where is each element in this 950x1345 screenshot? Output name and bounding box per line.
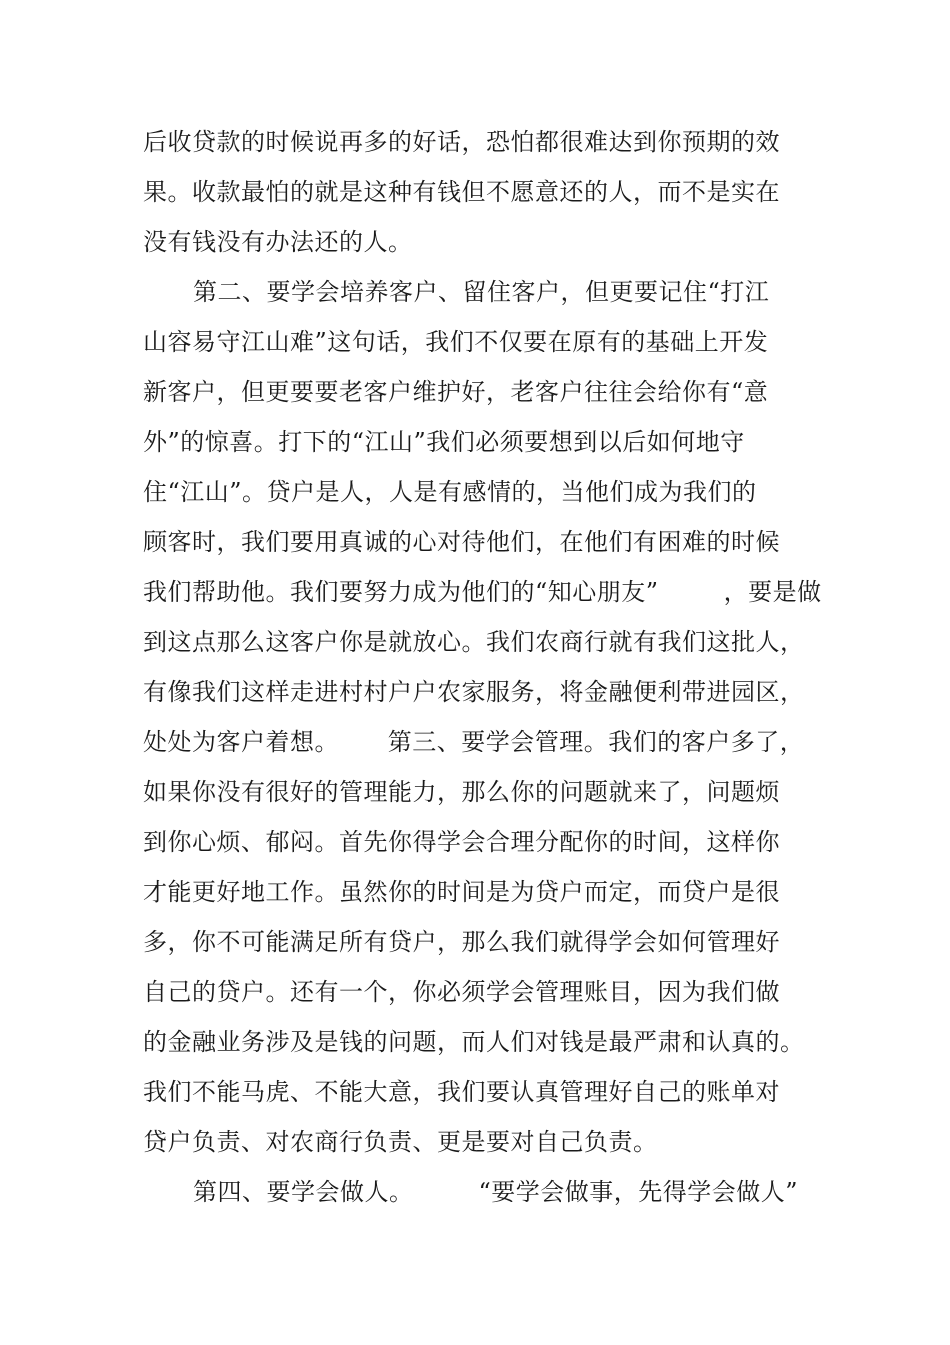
paragraph-start-line: 第四、要学会做人。 “要学会做事，先得学会做人” <box>193 1178 799 1206</box>
text-line: 我们不能马虎、不能大意，我们要认真管理好自己的账单对 <box>143 1078 780 1106</box>
text-line: 新客户，但更要要老客户维护好，老客户往往会给你有“意 <box>143 378 769 406</box>
text-line: 后收贷款的时候说再多的好话，恐怕都很难达到你预期的效 <box>143 128 780 156</box>
text-line: 自己的贷户。还有一个，你必须学会管理账目，因为我们做 <box>143 978 780 1006</box>
text-line: 才能更好地工作。虽然你的时间是为贷户而定，而贷户是很 <box>143 878 780 906</box>
text-line: 果。收款最怕的就是这种有钱但不愿意还的人，而不是实在 <box>143 178 780 206</box>
text-line: 处处为客户着想。 第三、要学会管理。我们的客户多了， <box>143 728 805 756</box>
text-line: 贷户负责、对农商行负责、更是要对自己负责。 <box>143 1128 658 1156</box>
text-line: 外”的惊喜。打下的“江山”我们必须要想到以后如何地守 <box>143 428 745 456</box>
text-line: 我们帮助他。我们要努力成为他们的“知心朋友” ，要是做 <box>143 578 822 606</box>
paragraph-start-line: 第二、要学会培养客户、留住客户，但更要记住“打江 <box>193 278 770 306</box>
text-line: 没有钱没有办法还的人。 <box>143 228 413 256</box>
text-line: 到这点那么这客户你是就放心。我们农商行就有我们这批人， <box>143 628 805 656</box>
text-line: 顾客时，我们要用真诚的心对待他们，在他们有困难的时候 <box>143 528 780 556</box>
text-line: 有像我们这样走进村村户户农家服务，将金融便利带进园区， <box>143 678 805 706</box>
text-line: 的金融业务涉及是钱的问题，而人们对钱是最严肃和认真的。 <box>143 1028 805 1056</box>
text-line: 到你心烦、郁闷。首先你得学会合理分配你的时间，这样你 <box>143 828 780 856</box>
text-line: 如果你没有很好的管理能力，那么你的问题就来了，问题烦 <box>143 778 780 806</box>
text-line: 住“江山”。贷户是人，人是有感情的，当他们成为我们的 <box>143 478 757 506</box>
text-line: 多，你不可能满足所有贷户，那么我们就得学会如何管理好 <box>143 928 780 956</box>
text-line: 山容易守江山难”这句话，我们不仅要在原有的基础上开发 <box>143 328 769 356</box>
